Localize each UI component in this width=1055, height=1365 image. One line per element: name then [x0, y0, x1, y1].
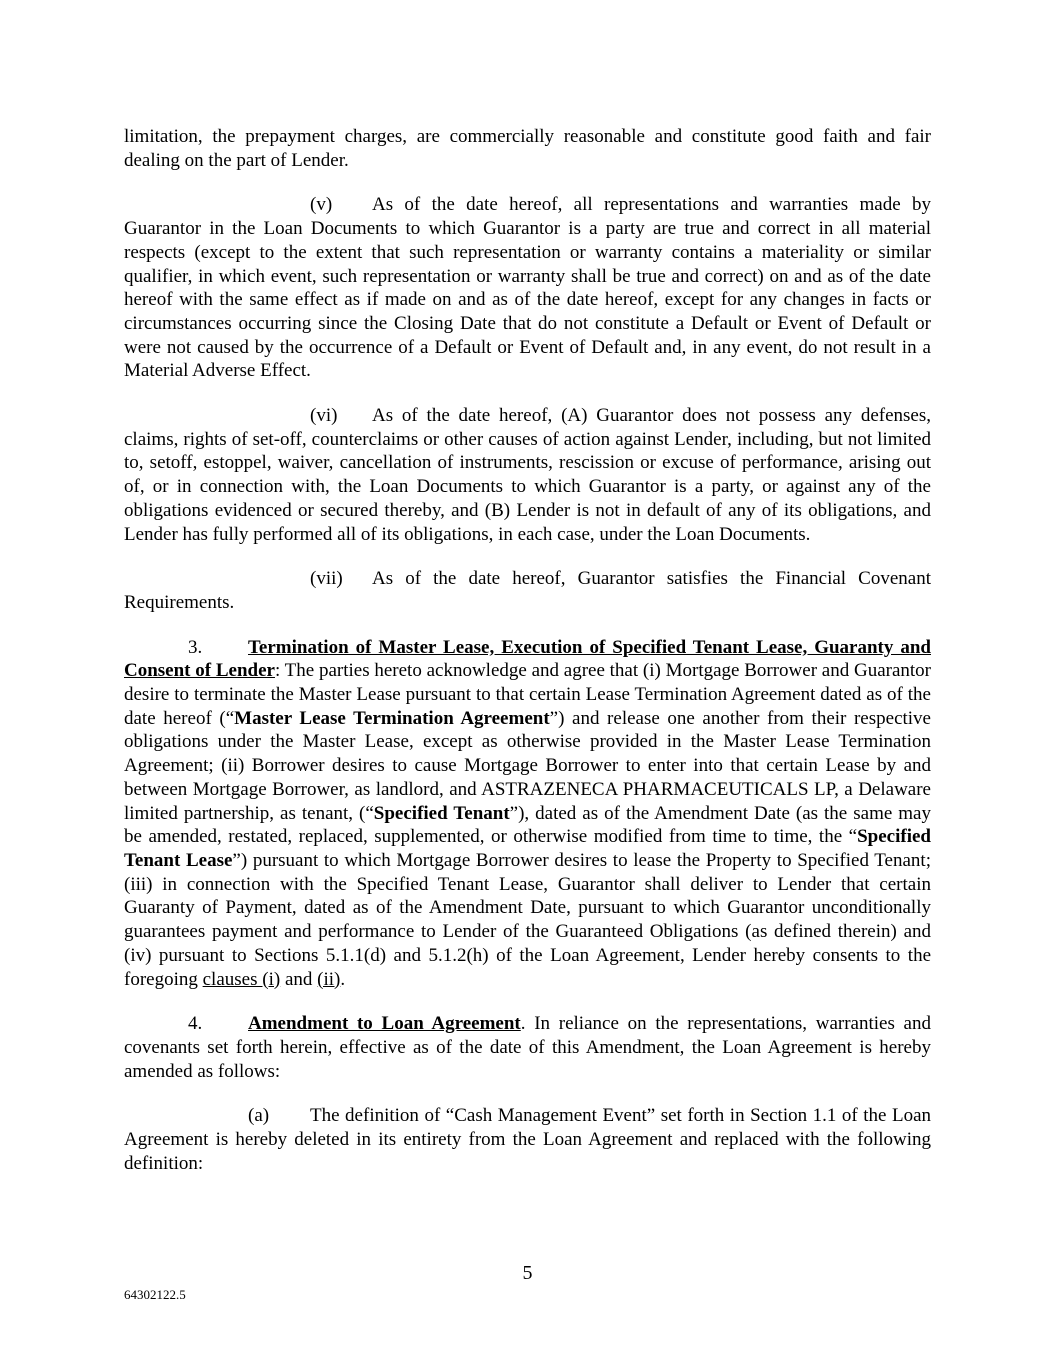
- section-text: .: [340, 968, 346, 990]
- item-number: (v): [310, 194, 333, 216]
- item-number: (a): [248, 1105, 270, 1127]
- item-text: As of the date hereof, all representations and warranties made by Guarantor in the Loan Documents to which Guarantor is a party are true and correct in all material respects (except to the extent that such representation or warranty contains a materiality or similar qualifier, in which event, such representation or warranty shall be true and correct) on and as of the date hereof with the same effect as if made on and as of the date hereof, except for any changes in facts or circumstances occurring since the Closing Date that do not constitute a Default or Event of Default or were not caused by the occurrence of a Default or Event of Default and, in any event, do not result in a Material Adverse Effect.: [124, 194, 931, 382]
- item-number: (vi): [310, 405, 338, 427]
- section-text: ”), dated as of the Amendment Date (as the same may be amended, restated, replaced, supplemented, or otherwise modified from time to time, the “: [124, 802, 931, 848]
- page-number: 5: [522, 1262, 533, 1284]
- section-number: 3.: [188, 636, 203, 658]
- section-heading: Termination of Master Lease, Execution of Specified Tenant Lease, Guaranty and Consent of Lender: [124, 636, 931, 682]
- defined-term: Specified Tenant: [373, 802, 510, 824]
- section-text: ”) and release one another from their respective obligations under the Master Lease, except as otherwise provided in the Master Lease Termination Agreement; (ii) Borrower desires to cause Mortgage Borrower to enter into that certain Lease by and between Mortgage Borrower, as landlord, and ASTRAZENECA PHARMACEUTICALS LP, a Delaware limited partnership, as tenant, (“: [124, 707, 931, 824]
- paragraph-vii: [124, 567, 931, 614]
- clause-reference: (ii): [317, 968, 341, 990]
- section-text: and: [280, 968, 318, 990]
- paragraph-v: [124, 193, 931, 383]
- section-text: . In reliance on the representations, warranties and covenants set forth herein, effective as of the date of this Amendment, the Loan Agreement is hereby amended as follows:: [124, 1013, 931, 1082]
- item-text: The definition of “Cash Management Event” set forth in Section 1.1 of the Loan Agreement is hereby deleted in its entirety from the Loan Agreement and replaced with the following definition:: [124, 1105, 931, 1174]
- section-4: [124, 1012, 931, 1083]
- defined-term: Master Lease Termination Agreement: [234, 707, 550, 729]
- item-number: (vii): [310, 568, 343, 590]
- document-body: [124, 125, 931, 1175]
- section-text: : The parties hereto acknowledge and agree that (i) Mortgage Borrower and Guarantor desire to terminate the Master Lease pursuant to that certain Lease Termination Agreement dated as of the date hereof (“: [124, 660, 931, 729]
- item-text: As of the date hereof, (A) Guarantor does not possess any defenses, claims, rights of set-off, counterclaims or other causes of action against Lender, including, but not limited to, setoff, estoppel, waiver, cancellation of instruments, rescission or excuse of performance, arising out of, or in connection with, the Loan Documents to which Guarantor is a party, or against any of the obligations evidenced or secured thereby, and (B) Lender is not in default of any of its obligations, and Lender has fully performed all of its obligations, in each case, under the Loan Documents.: [124, 405, 931, 545]
- section-heading: Amendment to Loan Agreement: [248, 1013, 521, 1035]
- item-text: As of the date hereof, Guarantor satisfies the Financial Covenant Requirements.: [124, 568, 931, 613]
- paragraph-vi: [124, 404, 931, 546]
- section-3: [124, 636, 931, 992]
- section-number: 4.: [188, 1013, 203, 1035]
- paragraph-continuation: limitation, the prepayment charges, are commercially reasonable and constitute good faith and fair dealing on the part of Lender.: [124, 126, 931, 171]
- defined-term: Specified Tenant Lease: [124, 826, 931, 871]
- document-id: 64302122.5: [124, 1287, 186, 1302]
- clause-reference: clauses (i): [202, 968, 281, 990]
- subsection-a: [124, 1104, 931, 1175]
- section-text: ”) pursuant to which Mortgage Borrower desires to lease the Property to Specified Tenant; (iii) in connection with the Specified Tenant Lease, Guarantor shall deliver to Lender that certain Guaranty of Payment, dated as of the Amendment Date, pursuant to which Guarantor unconditionally guarantees payment and performance to Lender of the Guaranteed Obligations (as defined therein) and (iv) pursuant to Sections 5.1.1(d) and 5.1.2(h) of the Loan Agreement, Lender hereby consents to the foregoing: [124, 849, 931, 990]
